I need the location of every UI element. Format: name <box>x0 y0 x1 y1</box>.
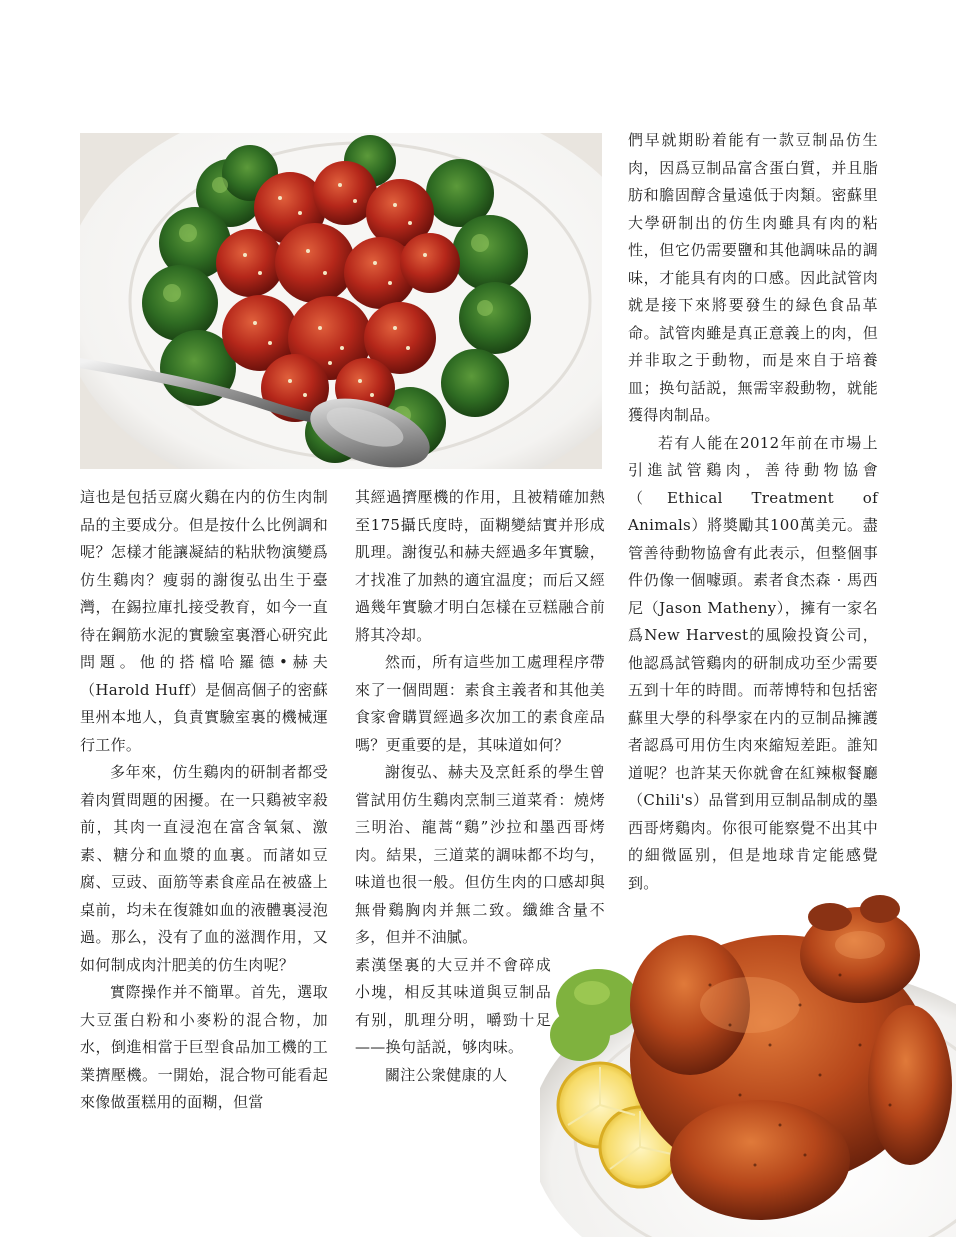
roast-chicken-photo <box>540 885 956 1237</box>
paragraph: 實際操作并不簡單。首先，選取大豆蛋白粉和小麥粉的混合物，加水，倒進相當于巨型食品加工機的工業擠壓機。一開始，混合物可能看起來像做蛋糕用的面糊，但當 <box>80 983 328 1111</box>
paragraph: 素漢堡裏的大豆并不會碎成小塊，相反其味道與豆制品有别，肌理分明，嚼勁十足——换句話説，够肉味。 <box>355 955 551 1056</box>
text-column-3 <box>628 127 878 897</box>
paragraph: 謝復弘、赫夫及烹飪系的學生曾嘗試用仿生鷄肉烹制三道菜肴：燒烤三明治、龍蒿“鷄”沙拉和墨西哥烤肉。結果，三道菜的調味都不均勻，味道也很一般。但仿生肉的口感却與無骨鷄胸肉并無二致。纖維含量不多，但并不油膩。 <box>355 763 605 946</box>
paragraph: 然而，所有這些加工處理程序帶來了一個問題：素食主義者和其他美食家會購買經過多次加工的素食産品嗎？更重要的是，其味道如何？ <box>355 653 605 754</box>
sesame-balls-photo <box>80 133 602 469</box>
text-column-1 <box>80 484 328 1117</box>
paragraph: 其經過擠壓機的作用，且被精確加熱至175攝氏度時，面糊變結實并形成肌理。謝復弘和赫夫經過多年實驗，才找准了加熱的適宜温度；而后又經過幾年實驗才明白怎樣在豆糕融合前將其冷却。 <box>355 488 605 644</box>
paragraph: 們早就期盼着能有一款豆制品仿生肉，因爲豆制品富含蛋白質，并且脂肪和膽固醇含量遠低于肉類。密蘇里大學研制出的仿生肉雖具有肉的粘性，但它仍需要鹽和其他調味品的調味，才能具有肉的口感。因此試管肉就是接下來將要發生的緑色食品革命。試管肉雖是真正意義上的肉，但并非取之于動物，而是來自于培養皿；换句話説，無需宰殺動物，就能獲得肉制品。 <box>628 131 878 424</box>
paragraph: 多年來，仿生鷄肉的研制者都受着肉質問題的困擾。在一只鷄被宰殺前，其肉一直浸泡在富含氧氣、激素、糖分和血漿的血裏。而諸如豆腐、豆豉、面筋等素食産品在被盛上桌前，均未在復雜如血的液體裏浸泡過。那么，没有了血的滋潤作用，又如何制成肉汁肥美的仿生肉呢？ <box>80 763 328 974</box>
paragraph: 若有人能在2012年前在市場上引進試管鷄肉，善待動物協會（Ethical Treatment of Animals）將奬勵其100萬美元。盡管善待動物協會有此表示，但整個事件仍像一個噱頭。素者食杰森 · 馬西尼（Jason Matheny），擁有一家名爲New Harvest的風險投資公司，他認爲試管鷄肉的研制成功至少需要五到十年的時間。而蒂博特和包括密蘇里大學的科學家在内的豆制品擁護者認爲可用仿生肉來縮短差距。誰知道呢？也許某天你就會在紅辣椒餐廳（Chili's）品嘗到用豆制品制成的墨西哥烤鷄肉。你很可能察覺不出其中的細微區别，但是地球肯定能感覺到。 <box>628 433 878 892</box>
paragraph: 這也是包括豆腐火鷄在内的仿生肉制品的主要成分。但是按什么比例調和呢？怎樣才能讓凝結的粘狀物演變爲仿生鷄肉？瘦弱的謝復弘出生于臺灣，在錫拉庫扎接受教育，如今一直待在鋼筋水泥的實驗室裏潛心研究此問題。他的搭檔哈羅德•赫夫（Harold Huff）是個高個子的密蘇里州本地人，負責實驗室裏的機械運行工作。 <box>80 488 328 754</box>
paragraph: 關注公衆健康的人 <box>385 1065 508 1084</box>
